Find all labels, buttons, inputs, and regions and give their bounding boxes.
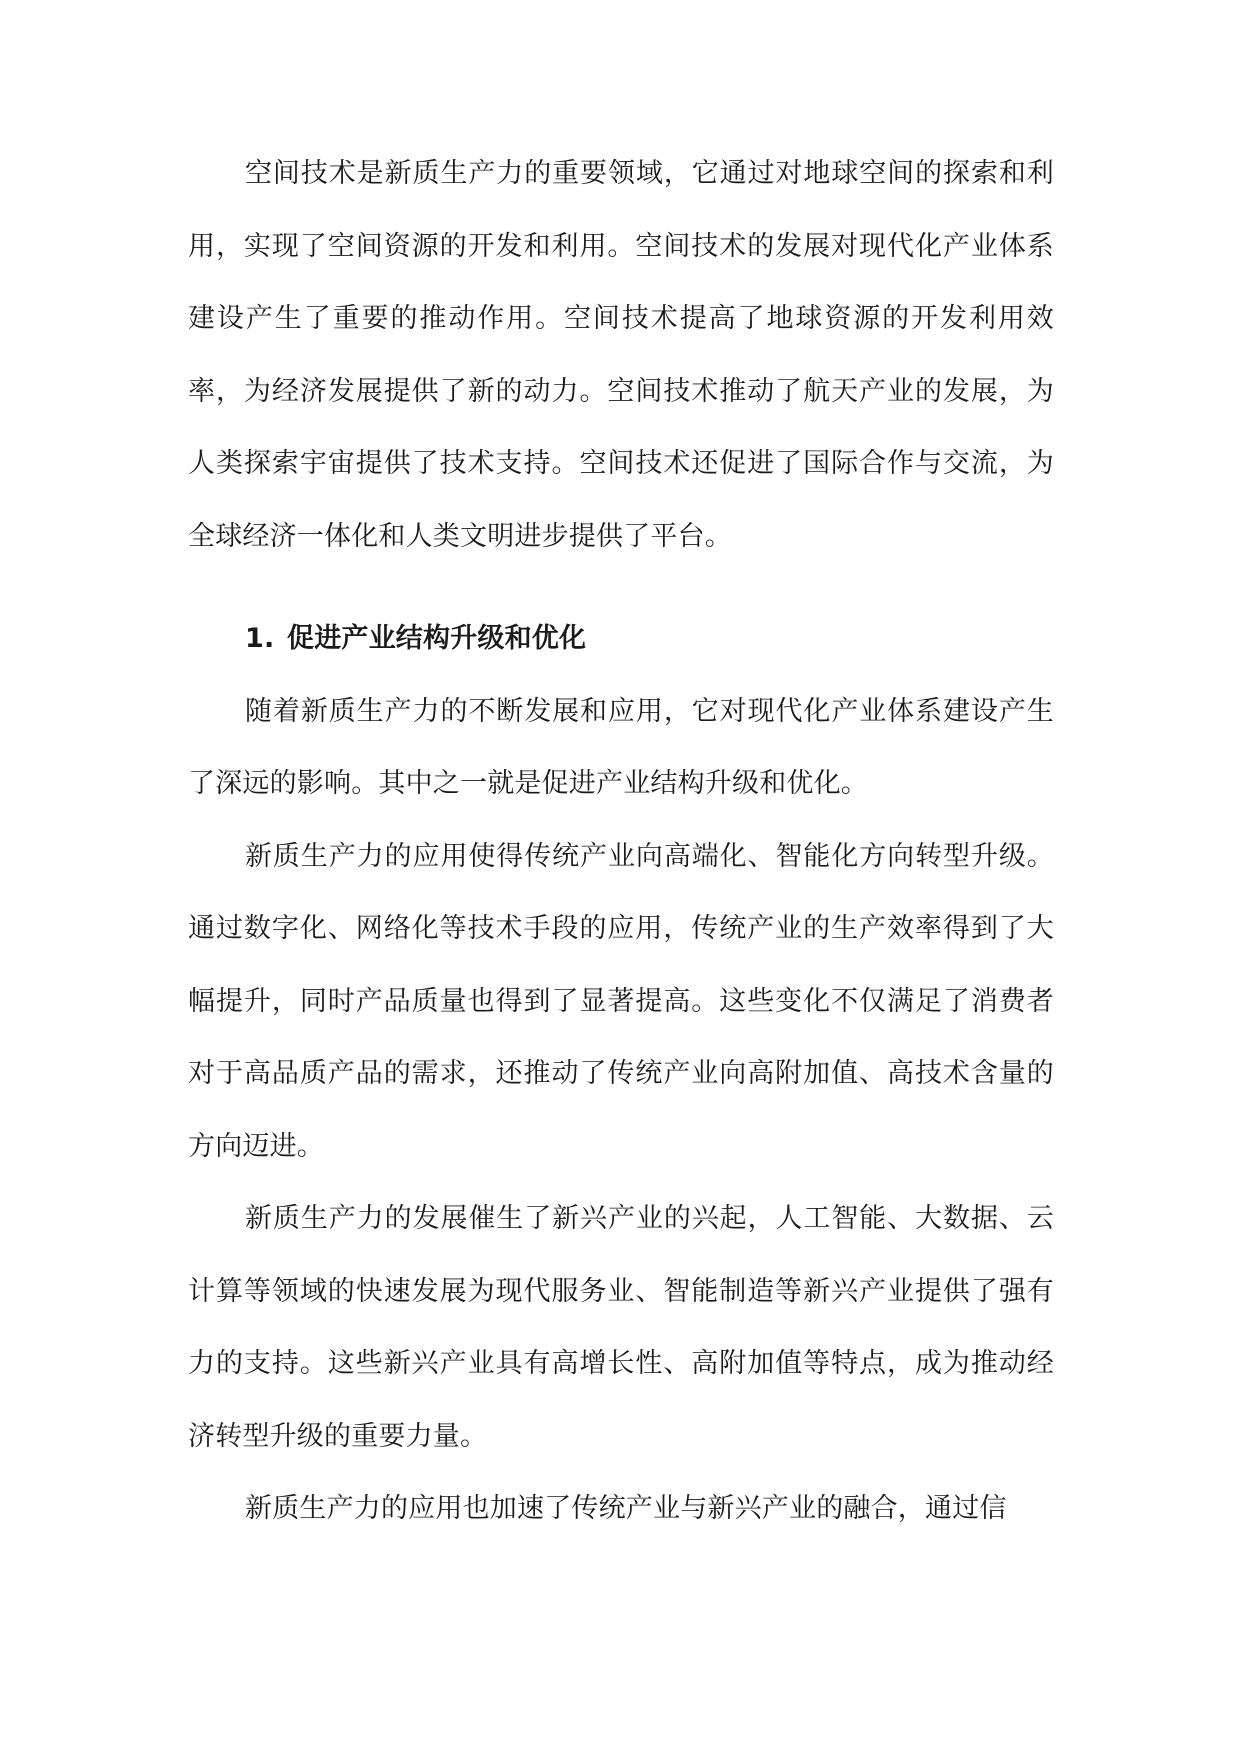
section-title: 促进产业结构升级和优化 bbox=[287, 623, 587, 654]
section-number: 1. bbox=[245, 623, 275, 654]
paragraph-intro: 随着新质生产力的不断发展和应用，它对现代化产业体系建设产生了深远的影响。其中之一就是促进产业结构升级和优化。 bbox=[188, 695, 1054, 799]
paragraph-emerging-industries: 新质生产力的发展催生了新兴产业的兴起，人工智能、大数据、云计算等领域的快速发展为现代服务业、智能制造等新兴产业提供了强有力的支持。这些新兴产业具有高增长性、高附加值等特点，成为推动经济转型升级的重要力量。 bbox=[188, 1203, 1054, 1452]
section-heading bbox=[188, 603, 1054, 676]
paragraph-industry-fusion: 新质生产力的应用也加速了传统产业与新兴产业的融合，通过信 bbox=[245, 1493, 1007, 1524]
paragraph-traditional-upgrade: 新质生产力的应用使得传统产业向高端化、智能化方向转型升级。通过数字化、网络化等技术手段的应用，传统产业的生产效率得到了大幅提升，同时产品质量也得到了显著提高。这些变化不仅满足了消费者对于高品质产品的需求，还推动了传统产业向高附加值、高技术含量的方向迈进。 bbox=[188, 840, 1054, 1162]
document-body bbox=[188, 138, 1054, 1546]
paragraph-space-technology: 空间技术是新质生产力的重要领域，它通过对地球空间的探索和利用，实现了空间资源的开发和利用。空间技术的发展对现代化产业体系建设产生了重要的推动作用。空间技术提高了地球资源的开发利用效率，为经济发展提供了新的动力。空间技术推动了航天产业的发展，为人类探索宇宙提供了技术支持。空间技术还促进了国际合作与交流，为全球经济一体化和人类文明进步提供了平台。 bbox=[188, 158, 1054, 552]
